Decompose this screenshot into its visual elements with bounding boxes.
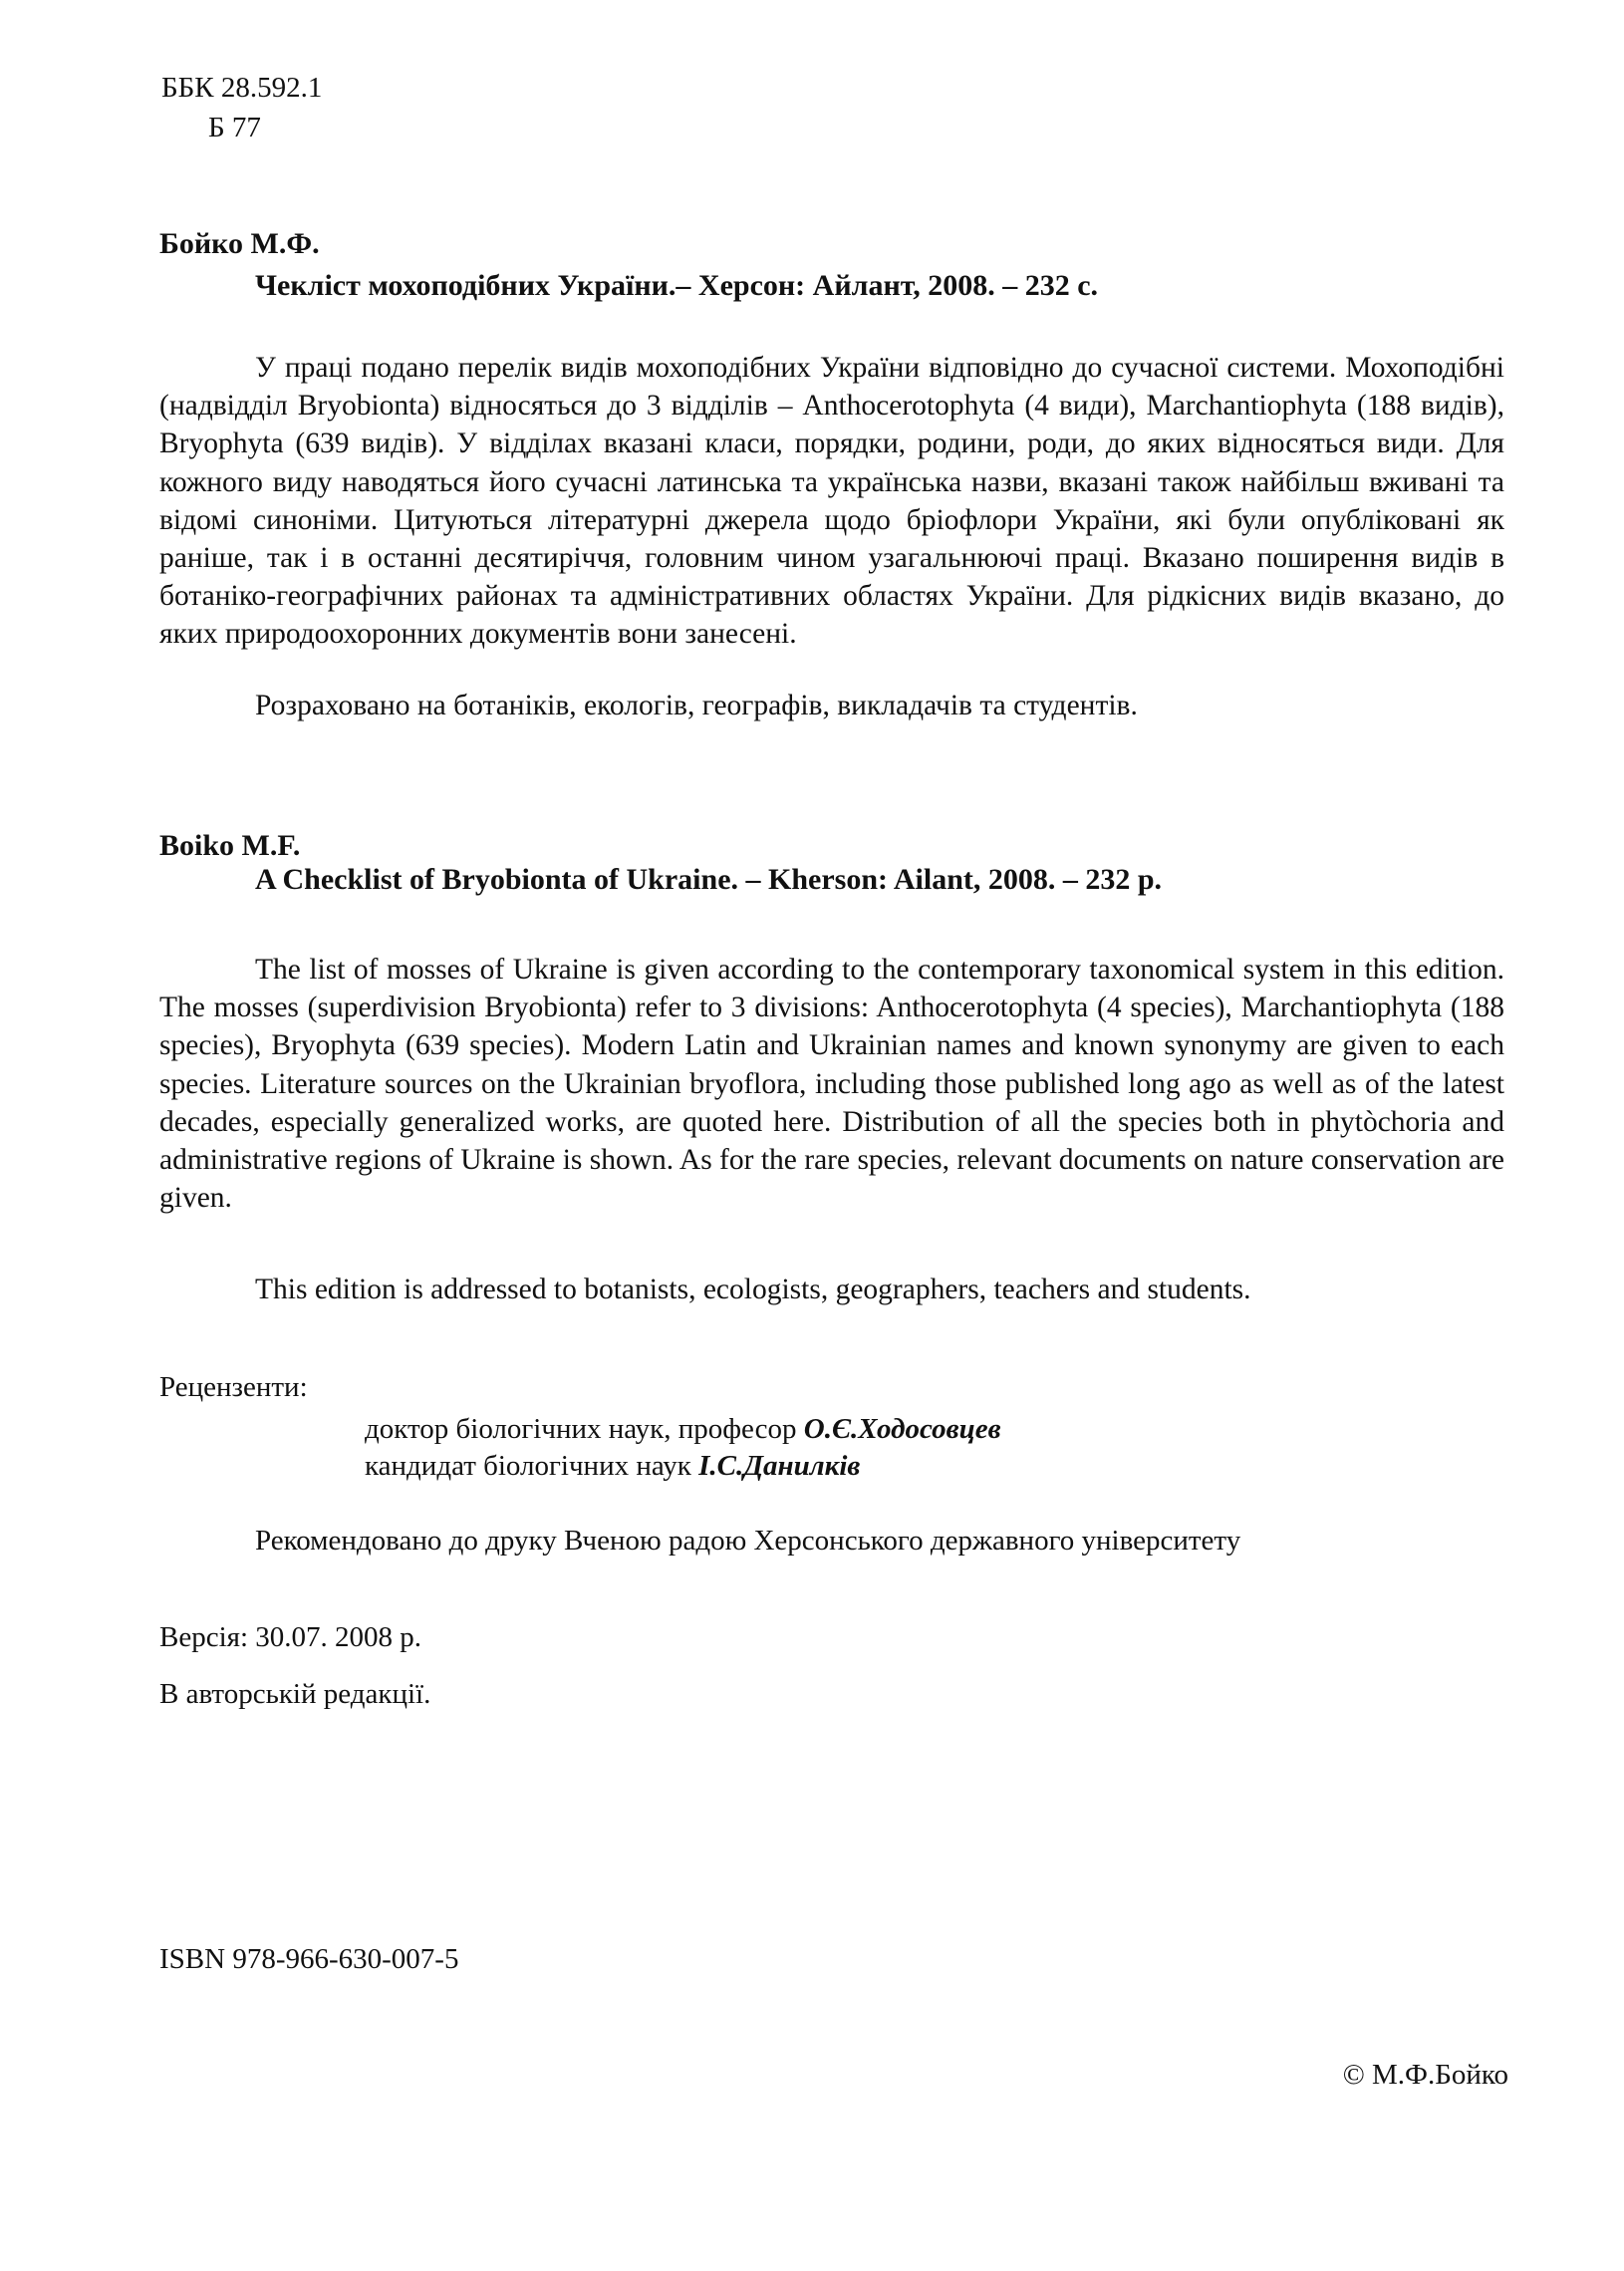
reviewer-2-name: І.С.Данилків	[698, 1450, 861, 1482]
ua-author: Бойко М.Ф.	[159, 227, 320, 260]
classification-block	[161, 68, 322, 147]
ua-audience: Розраховано на ботаніків, екологів, географів, викладачів та студентів.	[255, 690, 1138, 721]
reviewers-label: Рецензенти:	[159, 1371, 308, 1403]
reviewer-1	[365, 1413, 1001, 1446]
reviewer-1-role: доктор біологічних наук, професор	[365, 1413, 804, 1445]
bbk-code: ББК 28.592.1	[161, 72, 323, 104]
edition-note: В авторській редакції.	[159, 1678, 431, 1710]
reviewer-2	[365, 1450, 860, 1483]
ua-title: Чекліст мохоподібних України.– Херсон: Айлант, 2008. – 232 с.	[255, 269, 1099, 302]
en-abstract: The list of mosses of Ukraine is given according to the contemporary taxonomical system in this edition. The mosses (superdivision Bryobionta) refer to 3 divisions: Anthocerotophyta (4 species), Marchantiophyta (188 species), Bryophyta (639 species). Modern Latin and Ukrainian names and known synonymy are given to each species. Literature sources on the Ukrainian bryoflora, including those published long ago as well as of the latest decades, especially generalized works, are quoted here. Distribution of all the species both in phytòchoria and administrative regions of Ukraine is shown. As for the rare species, relevant documents on nature conservation are given.	[159, 954, 1505, 1215]
copyright: © М.Ф.Бойко	[1342, 2059, 1508, 2091]
en-audience: This edition is addressed to botanists, ecologists, geographers, teachers and students.	[255, 1274, 1251, 1305]
reviewer-1-name: О.Є.Ходосовцев	[803, 1413, 1001, 1445]
recommendation: Рекомендовано до друку Вченою радою Херсонського державного університету	[255, 1525, 1241, 1557]
isbn: ISBN 978-966-630-007-5	[159, 1943, 459, 1975]
en-title: A Checklist of Bryobionta of Ukraine. – Kherson: Ailant, 2008. – 232 p.	[255, 863, 1163, 896]
en-author: Boiko M.F.	[159, 829, 301, 862]
reviewer-2-role: кандидат біологічних наук	[365, 1450, 699, 1482]
ua-abstract: У праці подано перелік видів мохоподібних України відповідно до сучасної системи. Мохоподібні (надвідділ Bryobionta) відносяться до 3 відділів – Anthocerotophyta (4 види), Marchantiophyta (188 видів), Bryophyta (639 видів). У відділах вказані класи, порядки, родини, роди, до яких відносяться види. Для кожного виду наводяться його сучасні латинська та українська назви, вказані також найбільш вживані та відомі синоніми. Цитуються літературні джерела щодо бріофлори України, які були опубліковані як раніше, так і в останні десятиріччя, головним чином узагальнюючі праці. Вказано поширення видів в ботаніко-географічних районах та адміністративних областях України. Для рідкісних видів вказано, до яких природоохоронних документів вони занесені.	[159, 352, 1504, 651]
author-mark: Б 77	[208, 112, 261, 143]
version: Версія: 30.07. 2008 р.	[159, 1621, 422, 1653]
